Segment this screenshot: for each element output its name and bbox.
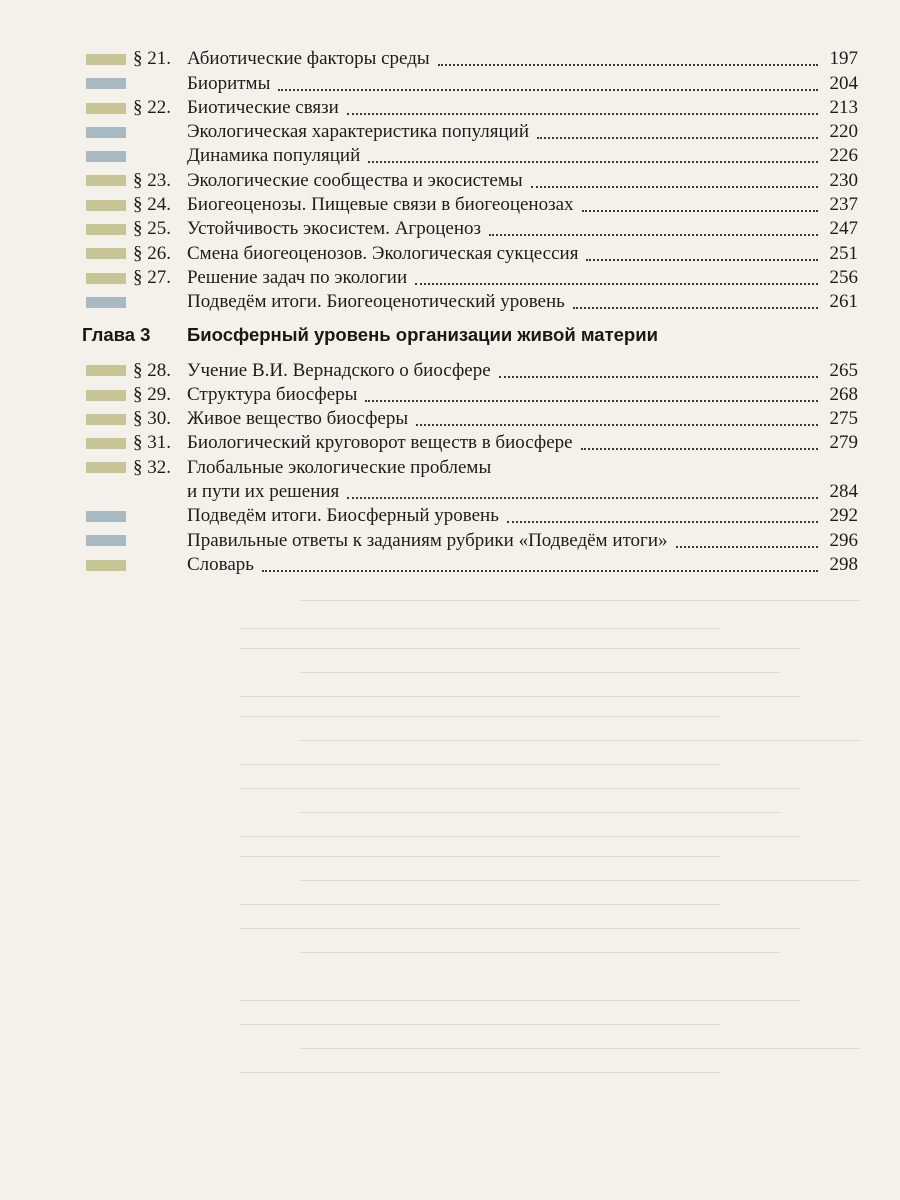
page-number: 213: [829, 96, 858, 118]
color-marker: [86, 414, 126, 425]
entry-line: [187, 243, 858, 265]
section-number: § 24.: [133, 194, 171, 216]
entry-title: Подведём итоги. Биосферный уровень: [187, 505, 499, 527]
entry-title: Словарь: [187, 553, 254, 575]
ghost-line: [240, 856, 720, 857]
ghost-line: [300, 1048, 860, 1049]
entry-title: Биогеоценозы. Пищевые связи в биогеоценозах: [187, 194, 574, 216]
dot-leader: [537, 136, 818, 139]
ghost-line: [240, 716, 720, 717]
toc-entry: [82, 216, 858, 240]
dot-leader: [531, 185, 818, 188]
color-marker: [86, 560, 126, 571]
entry-line: [187, 73, 858, 95]
toc-entry: [82, 192, 858, 216]
color-marker: [86, 127, 126, 138]
section-number: § 30.: [133, 408, 171, 430]
entry-title: Правильные ответы к заданиям рубрики «Подведём итоги»: [187, 529, 668, 551]
ghost-line: [300, 952, 780, 953]
ghost-line: [300, 672, 780, 673]
section-number: § 29.: [133, 383, 171, 405]
entry-line: [187, 530, 858, 552]
ghost-line: [300, 600, 860, 601]
entry-title: Экологическая характеристика популяций: [187, 121, 530, 143]
color-marker: [86, 390, 126, 401]
toc-entry: [82, 406, 858, 430]
toc-entry: [82, 265, 858, 289]
section-number: § 28.: [133, 359, 171, 381]
page-number: 284: [829, 481, 858, 503]
dot-leader: [573, 306, 818, 309]
entry-title: Динамика популяций: [187, 145, 361, 167]
toc-part-1: [82, 46, 858, 313]
dot-leader: [489, 233, 818, 236]
page-number: 268: [829, 383, 858, 405]
dot-leader: [278, 88, 818, 91]
dot-leader: [415, 282, 818, 285]
toc-entry: [82, 430, 858, 454]
page-number: 247: [829, 218, 858, 240]
page-number: 265: [829, 359, 858, 381]
page-number: 296: [829, 529, 858, 551]
section-number: § 32.: [133, 456, 171, 478]
page-number: 204: [829, 72, 858, 94]
dot-leader: [586, 258, 818, 261]
page-number: 197: [829, 48, 858, 70]
ghost-line: [240, 628, 720, 629]
color-marker: [86, 462, 126, 473]
entry-title: Биологический круговорот веществ в биосфере: [187, 432, 573, 454]
entry-line: [187, 97, 858, 119]
toc-entry: [82, 454, 858, 478]
dot-leader: [438, 63, 818, 66]
dot-leader: [347, 496, 818, 499]
ghost-line: [240, 904, 720, 905]
entry-line: [187, 384, 858, 406]
section-number: § 26.: [133, 242, 171, 264]
dot-leader: [262, 569, 818, 572]
dot-leader: [499, 375, 818, 378]
toc-entry: [82, 143, 858, 167]
dot-leader: [676, 545, 818, 548]
page-number: 279: [829, 432, 858, 454]
section-number: § 23.: [133, 169, 171, 191]
toc-entry: [82, 382, 858, 406]
ghost-line: [240, 1000, 800, 1001]
entry-title: Смена биогеоценозов. Экологическая сукцессия: [187, 242, 579, 264]
section-number: § 21.: [133, 48, 171, 70]
entry-title: Устойчивость экосистем. Агроценоз: [187, 218, 481, 240]
page-number: 256: [829, 266, 858, 288]
color-marker: [86, 297, 126, 308]
color-marker: [86, 248, 126, 259]
entry-title: и пути их решения: [187, 481, 340, 503]
toc-entry: [82, 527, 858, 551]
ghost-line: [240, 764, 720, 765]
entry-title: Структура биосферы: [187, 383, 358, 405]
entry-line: [187, 170, 858, 192]
section-number: § 27.: [133, 266, 171, 288]
toc-entry: [82, 289, 858, 313]
color-marker: [86, 438, 126, 449]
entry-title: Решение задач по экологии: [187, 266, 408, 288]
section-number: § 25.: [133, 218, 171, 240]
chapter-title: Биосферный уровень организации живой материи: [187, 324, 658, 346]
ghost-line: [240, 648, 800, 649]
color-marker: [86, 200, 126, 211]
color-marker: [86, 78, 126, 89]
ghost-line: [240, 928, 800, 929]
toc-entry: [82, 95, 858, 119]
toc-entry: [82, 240, 858, 264]
ghost-line: [240, 788, 800, 789]
entry-title: Экологические сообщества и экосистемы: [187, 169, 523, 191]
entry-line: [187, 554, 858, 576]
ghost-line: [300, 812, 780, 813]
ghost-line: [240, 696, 800, 697]
entry-title: Биотические связи: [187, 96, 339, 118]
toc-entry: [82, 70, 858, 94]
entry-title: Подведём итоги. Биогеоценотический уровень: [187, 291, 565, 313]
toc-entry: [82, 357, 858, 381]
color-marker: [86, 365, 126, 376]
chapter-heading: [82, 313, 858, 357]
entry-title: Биоритмы: [187, 72, 271, 94]
entry-title: Учение В.И. Вернадского о биосфере: [187, 359, 491, 381]
entry-title: Живое вещество биосферы: [187, 408, 409, 430]
dot-leader: [368, 160, 818, 163]
chapter-label: Глава 3: [82, 324, 151, 346]
entry-line: [187, 145, 858, 167]
section-number: § 31.: [133, 432, 171, 454]
entry-line: [187, 408, 858, 430]
dot-leader: [507, 520, 818, 523]
page-number: 226: [829, 145, 858, 167]
ghost-line: [300, 880, 860, 881]
entry-line: [187, 267, 858, 289]
color-marker: [86, 103, 126, 114]
toc-part-2: [82, 357, 858, 576]
entry-line: [187, 360, 858, 382]
entry-line: [187, 457, 858, 479]
entry-line: [187, 194, 858, 216]
page-number: 251: [829, 242, 858, 264]
section-number: § 22.: [133, 96, 171, 118]
dot-leader: [347, 112, 818, 115]
toc-entry: [82, 119, 858, 143]
color-marker: [86, 511, 126, 522]
ghost-line: [300, 740, 860, 741]
entry-line: [187, 291, 858, 313]
color-marker: [86, 224, 126, 235]
page-number: 292: [829, 505, 858, 527]
dot-leader: [581, 447, 818, 450]
color-marker: [86, 54, 126, 65]
color-marker: [86, 175, 126, 186]
ghost-line: [240, 1024, 720, 1025]
dot-leader: [582, 209, 818, 212]
entry-line: [187, 121, 858, 143]
toc-entry: [82, 479, 858, 503]
entry-line: [187, 48, 858, 70]
entry-line: [187, 481, 858, 503]
entry-line: [187, 505, 858, 527]
toc-entry: [82, 552, 858, 576]
entry-line: [187, 432, 858, 454]
ghost-line: [240, 1072, 720, 1073]
dot-leader: [416, 423, 818, 426]
table-of-contents: [82, 46, 858, 576]
color-marker: [86, 151, 126, 162]
page-number: 298: [829, 553, 858, 575]
color-marker: [86, 273, 126, 284]
page-number: 237: [829, 194, 858, 216]
entry-line: [187, 218, 858, 240]
ghost-line: [240, 836, 800, 837]
toc-entry: [82, 503, 858, 527]
entry-title: Абиотические факторы среды: [187, 48, 430, 70]
page-number: 230: [829, 169, 858, 191]
color-marker: [86, 535, 126, 546]
page-number: 220: [829, 121, 858, 143]
page-number: 275: [829, 408, 858, 430]
dot-leader: [365, 399, 818, 402]
entry-title: Глобальные экологические проблемы: [187, 456, 492, 478]
page-number: 261: [829, 291, 858, 313]
toc-entry: [82, 167, 858, 191]
toc-entry: [82, 46, 858, 70]
